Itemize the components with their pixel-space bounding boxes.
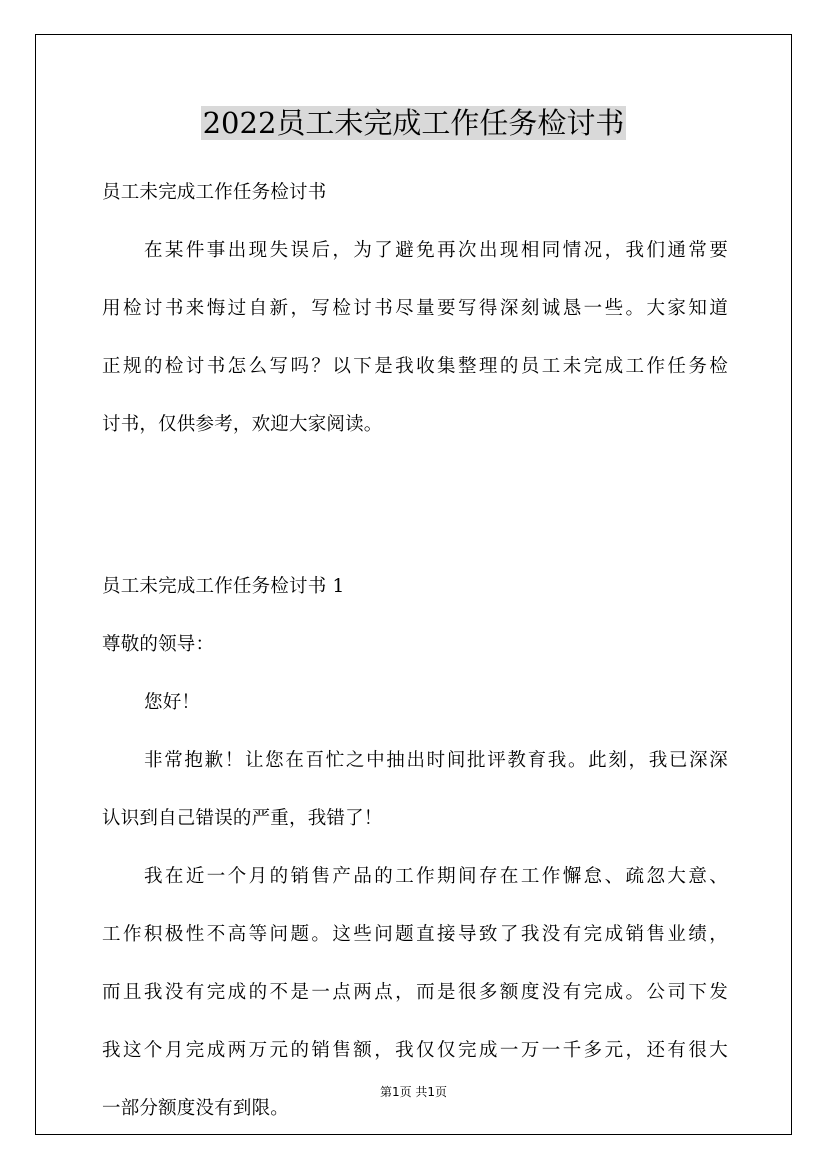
body-line: 一部分额度没有到限。 — [102, 1098, 290, 1119]
body-line: 而且我没有完成的不是一点两点，而是很多额度没有完成。公司下发 — [102, 982, 728, 1003]
body-line: 我这个月完成两万元的销售额，我仅仅完成一万一千多元，还有很大 — [102, 1040, 728, 1061]
intro-line: 用检讨书来悔过自新，写检讨书尽量要写得深刻诚恳一些。大家知道 — [102, 298, 728, 319]
body-line: 认识到自己错误的严重，我错了！ — [102, 808, 383, 829]
intro-line: 在某件事出现失误后，为了避免再次出现相同情况，我们通常要 — [144, 240, 728, 261]
section-heading: 员工未完成工作任务检讨书 1 — [102, 576, 345, 597]
salutation: 尊敬的领导： — [102, 634, 215, 655]
paragraph-spacer — [102, 454, 728, 558]
document-title — [0, 100, 827, 146]
document-body — [102, 164, 728, 1138]
intro-line: 讨书，仅供参考，欢迎大家阅读。 — [102, 414, 383, 435]
intro-line: 正规的检讨书怎么写吗？以下是我收集整理的员工未完成工作任务检 — [102, 356, 728, 377]
body-line: 非常抱歉！让您在百忙之中抽出时间批评教育我。此刻，我已深深 — [144, 750, 728, 771]
greeting: 您好！ — [144, 692, 201, 713]
page-footer: 第1页 共1页 — [379, 1085, 448, 1099]
document-title-text: 2022员工未完成工作任务检讨书 — [202, 106, 625, 140]
intro-heading: 员工未完成工作任务检讨书 — [102, 182, 327, 203]
body-line: 我在近一个月的销售产品的工作期间存在工作懈怠、疏忽大意、 — [144, 866, 728, 887]
body-line: 工作积极性不高等问题。这些问题直接导致了我没有完成销售业绩， — [102, 924, 728, 945]
